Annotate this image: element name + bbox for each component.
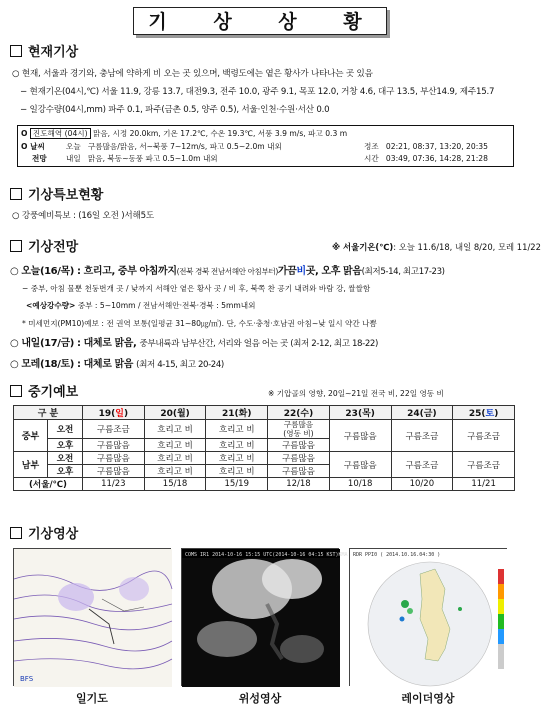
checkbox-square-icon (10, 385, 22, 397)
day-header: 21(화) (206, 406, 268, 420)
warning-text: ○ 강풍예비특보 : (16일 오전 )서해5도 (12, 211, 154, 221)
forecast-cell: 흐리고 비 (206, 420, 268, 439)
day-header: 25(토) (453, 406, 515, 420)
am-label: 오전 (48, 420, 83, 439)
forecast-cell: 구름많음 (268, 465, 330, 478)
checkbox-square-icon (10, 45, 22, 57)
temp-cell: 12/18 (268, 478, 330, 491)
table-row (14, 420, 515, 439)
day-header: 22(수) (268, 406, 330, 420)
checkbox-square-icon (10, 527, 22, 539)
dust-forecast: * 미세먼지(PM10)예보 : 전 권역 보통(일평균 31~80㎍/㎥). 단, 수도·충청·호남권 아침~낮 일시 약간 나쁨 (22, 319, 377, 328)
caption-radar: 레이더영상 (401, 692, 455, 705)
region-north: 중부 (14, 420, 48, 452)
forecast-cell: 흐리고 비 (144, 439, 206, 452)
pm-label: 오후 (48, 465, 83, 478)
marine-tomorrow: 내일 맑음, 북동~동풍 파고 0.5~1.0m 내외 (66, 154, 218, 163)
forecast-cell: 구름많음 (329, 452, 391, 478)
rain-forecast: <예상강수량> 중부 : 5~10mm / 전남서해안·전북·경북 : 5mm내외 (26, 301, 256, 310)
forecast-cell: 흐리고 비 (206, 465, 268, 478)
forecast-cell: 구름조금 (391, 420, 453, 452)
day-header: 24(금) (391, 406, 453, 420)
forecast-cell: 흐리고 비 (144, 420, 206, 439)
midterm-note: ※ 기압골의 영향, 20일~21일 전국 비, 22일 영동 비 (268, 389, 444, 398)
outlook-today: ○ 오늘(16/목) : 흐리고, 중부 아침까지(전북 경북 전남서해안 아침부터)가끔비곳, 오후 맑음(최저5-14, 최고17-23) (10, 266, 445, 277)
checkbox-square-icon (10, 240, 22, 252)
section-heading: 기상특보현황 (28, 188, 104, 203)
forecast-cell: 구름많음 (268, 452, 330, 465)
page-title: 기 상 상 황 (133, 7, 387, 35)
marine-obs: 맑음, 시정 20.0km, 기온 17.2℃, 수온 19.3℃, 서풍 3.9 m/s, 파고 0.3 m (93, 129, 348, 138)
forecast-cell: 흐리고 비 (144, 465, 206, 478)
outlook-dayafter: ○ 모레(18/토) : 대체로 맑음 (최저 4-15, 최고 20-24) (10, 359, 224, 370)
marine-label-3: 전망 (32, 154, 47, 163)
checkbox-square-icon (10, 188, 22, 200)
day-header: 19(일) (83, 406, 145, 420)
table-row (14, 452, 515, 465)
tide-times: 정조 02:21, 08:37, 13:20, 20:35 (364, 142, 488, 151)
table-header-row (14, 406, 515, 420)
section-heading: 기상영상 (28, 527, 79, 542)
temp-cell: 11/21 (453, 478, 515, 491)
marine-row-1: O 진도해역 (04시) 맑음, 시정 20.0km, 기온 17.2℃, 수온 19.3℃, 서풍 3.9 m/s, 파고 0.3 m (21, 129, 348, 138)
forecast-cell: 구름많음 (83, 452, 145, 465)
weather-map-image (13, 548, 171, 686)
section-current (10, 41, 78, 60)
caption-satellite: 위성영상 (238, 692, 282, 705)
temp-cell: 15/18 (144, 478, 206, 491)
forecast-cell: 구름조금 (453, 420, 515, 452)
day-header: 23(목) (329, 406, 391, 420)
forecast-cell: 흐리고 비 (144, 452, 206, 465)
marine-box (17, 125, 514, 167)
outlook-tomorrow: ○ 내일(17/금) : 대체로 맑음, 중부내륙과 남부산간, 서리와 얼음 어는 곳 (최저 2-12, 최고 18-22) (10, 338, 378, 349)
satellite-image (181, 548, 348, 686)
day-header: 20(월) (144, 406, 206, 420)
satellite-header: COMS IR1 2014-10-16 15:15 UTC(2014-10-16 04:15 KST)KMA (185, 552, 348, 558)
region-south: 남부 (14, 452, 48, 478)
section-warnings (10, 184, 103, 203)
forecast-cell: 구름조금 (391, 452, 453, 478)
table-row (14, 478, 515, 491)
forecast-cell: 구름많음 (83, 465, 145, 478)
forecast-cell: 흐리고 비 (206, 452, 268, 465)
forecast-cell: 구름많음 (329, 420, 391, 452)
section-heading: 중기예보 (28, 385, 79, 400)
section-heading: 기상전망 (28, 240, 79, 255)
section-midterm (10, 381, 78, 400)
section-imagery (10, 523, 78, 542)
marine-label: 진도해역 (04시) (30, 128, 91, 139)
radar-image (349, 548, 507, 686)
radar-header: RDR PPI0 ( 2014.10.16.04:30 ) (353, 552, 441, 558)
forecast-cell: 구름조금 (453, 452, 515, 478)
current-temps: − 현재기온(04시,℃) 서울 11.9, 강릉 13.7, 대전9.3, 전주 10.0, 광주 9.1, 목포 12.0, 거창 4.6, 대구 13.5, 부산14.9, 제주15.7 (20, 87, 495, 97)
section-heading: 현재기상 (28, 45, 79, 60)
forecast-cell: 구름많음 (83, 439, 145, 452)
forecast-cell: 구름조금 (83, 420, 145, 439)
pm-label: 오후 (48, 439, 83, 452)
temp-cell: 15/19 (206, 478, 268, 491)
tide-times-2: 시간 03:49, 07:36, 14:28, 21:28 (364, 154, 488, 163)
caption-weather-map: 일기도 (76, 692, 108, 705)
temp-cell: 10/20 (391, 478, 453, 491)
outlook-detail: − 중부, 아침 물뿐 천둥번개 곳 / 낮까지 서해안 옅은 황사 곳 / 비 후, 북쪽 찬 공기 내려와 바람 강, 쌀쌀함 (22, 284, 371, 293)
seoul-temps: ※ 서울기온(℃): 오늘 11.6/18, 내일 8/20, 모레 11/22 (332, 242, 541, 252)
header-label: 구 분 (14, 406, 83, 420)
current-rain: − 일강수량(04시,mm) 파주 0.1, 파주(금촌 0.5, 양주 0.5), 서울·인천·수원·서산 0.0 (20, 105, 330, 115)
current-summary: ○ 현재, 서울과 경기와, 충남에 약하게 비 오는 곳 있으며, 백령도에는 옅은 황사가 나타나는 곳 있음 (12, 69, 373, 79)
midterm-table (13, 405, 515, 491)
am-label: 오전 (48, 452, 83, 465)
svg-text:BFS: BFS (20, 675, 34, 683)
forecast-cell: 구름많음 (영동 비) (268, 420, 330, 439)
seoul-label: (서울/℃) (14, 478, 83, 491)
temp-cell: 11/23 (83, 478, 145, 491)
forecast-cell: 구름많음 (268, 439, 330, 452)
marine-today: 오늘 구름많음/맑음, 서~북풍 7~12m/s, 파고 0.5~2.0m 내외 (66, 142, 282, 151)
section-outlook (10, 236, 78, 255)
forecast-cell: 흐리고 비 (206, 439, 268, 452)
marine-label-2: O 날씨 (21, 142, 45, 151)
temp-cell: 10/18 (329, 478, 391, 491)
